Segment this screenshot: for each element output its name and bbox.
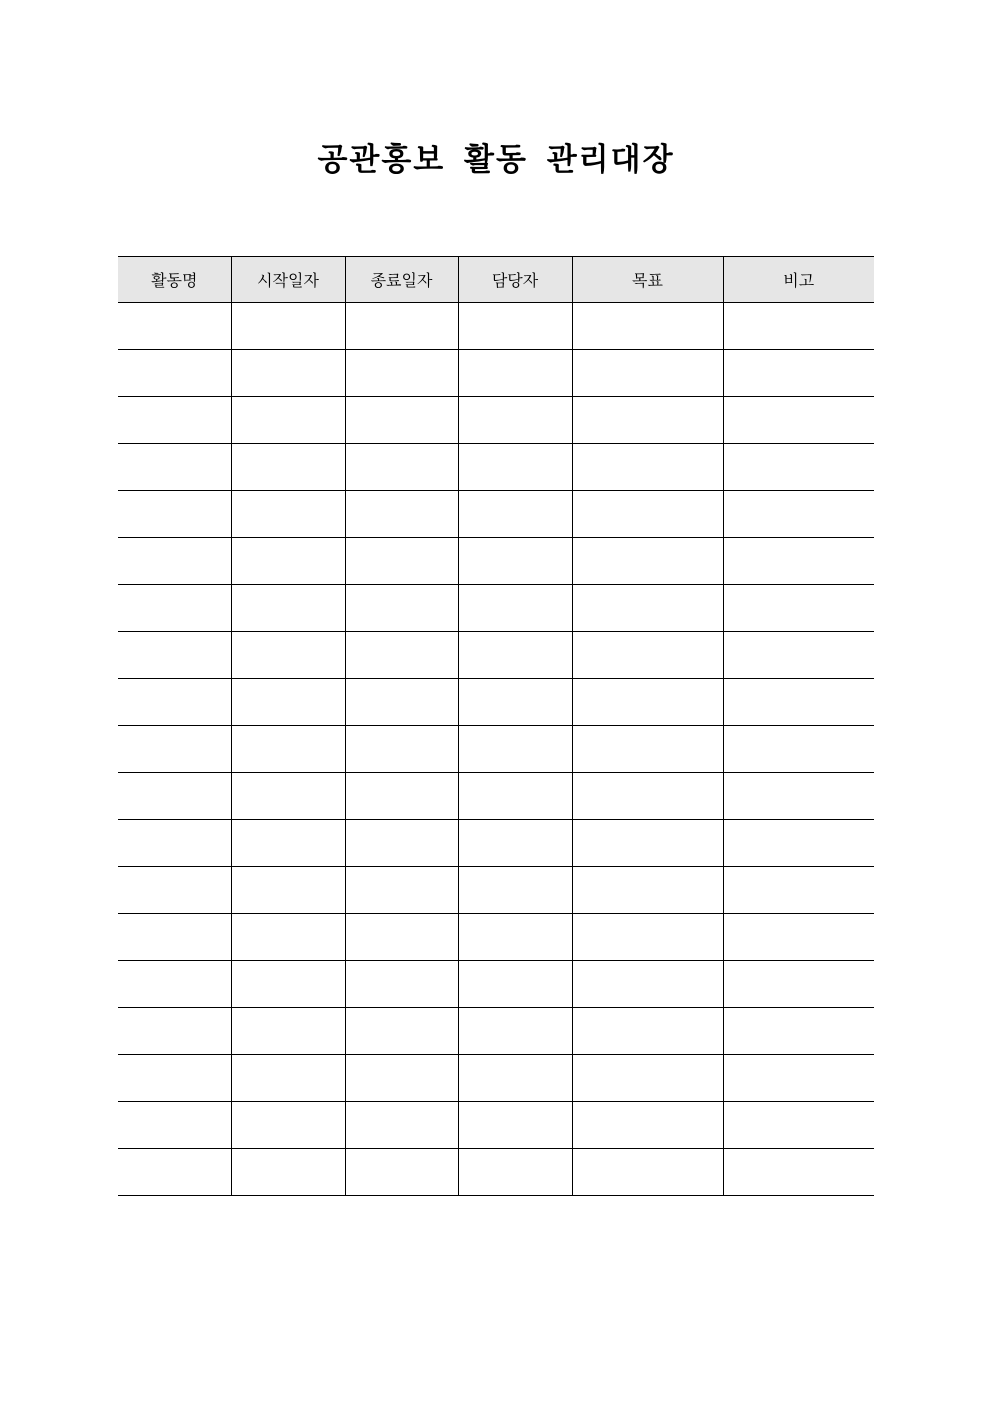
table-row (118, 1149, 874, 1196)
cell-goal[interactable] (572, 350, 723, 397)
cell-activity-name[interactable] (118, 350, 231, 397)
table-row (118, 820, 874, 867)
table-row (118, 679, 874, 726)
cell-goal[interactable] (572, 773, 723, 820)
cell-start-date[interactable] (231, 1102, 345, 1149)
cell-goal[interactable] (572, 1055, 723, 1102)
cell-end-date[interactable] (345, 1149, 458, 1196)
cell-end-date[interactable] (345, 632, 458, 679)
cell-goal[interactable] (572, 867, 723, 914)
cell-start-date[interactable] (231, 444, 345, 491)
cell-start-date[interactable] (231, 1008, 345, 1055)
cell-remarks[interactable] (723, 397, 874, 444)
cell-activity-name[interactable] (118, 538, 231, 585)
header-start-date: 시작일자 (231, 257, 345, 303)
cell-start-date[interactable] (231, 726, 345, 773)
cell-goal[interactable] (572, 914, 723, 961)
cell-goal[interactable] (572, 491, 723, 538)
cell-activity-name[interactable] (118, 1008, 231, 1055)
cell-remarks[interactable] (723, 1055, 874, 1102)
table-row (118, 350, 874, 397)
cell-remarks[interactable] (723, 914, 874, 961)
cell-person-in-charge[interactable] (458, 632, 572, 679)
cell-goal[interactable] (572, 444, 723, 491)
cell-end-date[interactable] (345, 350, 458, 397)
cell-remarks[interactable] (723, 350, 874, 397)
cell-remarks[interactable] (723, 491, 874, 538)
cell-remarks[interactable] (723, 585, 874, 632)
cell-activity-name[interactable] (118, 491, 231, 538)
table-row (118, 1055, 874, 1102)
cell-end-date[interactable] (345, 961, 458, 1008)
cell-activity-name[interactable] (118, 444, 231, 491)
cell-goal[interactable] (572, 632, 723, 679)
table-row (118, 632, 874, 679)
cell-person-in-charge[interactable] (458, 585, 572, 632)
cell-goal[interactable] (572, 820, 723, 867)
header-remarks: 비고 (723, 257, 874, 303)
cell-person-in-charge[interactable] (458, 538, 572, 585)
table-row (118, 491, 874, 538)
cell-end-date[interactable] (345, 491, 458, 538)
cell-activity-name[interactable] (118, 397, 231, 444)
cell-activity-name[interactable] (118, 632, 231, 679)
cell-start-date[interactable] (231, 773, 345, 820)
cell-start-date[interactable] (231, 820, 345, 867)
cell-person-in-charge[interactable] (458, 914, 572, 961)
cell-goal[interactable] (572, 303, 723, 350)
cell-start-date[interactable] (231, 1055, 345, 1102)
table-row (118, 726, 874, 773)
cell-activity-name[interactable] (118, 773, 231, 820)
cell-activity-name[interactable] (118, 303, 231, 350)
table-row (118, 914, 874, 961)
cell-activity-name[interactable] (118, 726, 231, 773)
page-title: 공관홍보 활동 관리대장 (317, 142, 675, 178)
cell-person-in-charge[interactable] (458, 820, 572, 867)
table-header-row (118, 257, 874, 303)
cell-remarks[interactable] (723, 1008, 874, 1055)
table-row (118, 773, 874, 820)
cell-start-date[interactable] (231, 867, 345, 914)
cell-activity-name[interactable] (118, 1055, 231, 1102)
table-row (118, 867, 874, 914)
cell-activity-name[interactable] (118, 961, 231, 1008)
cell-person-in-charge[interactable] (458, 1008, 572, 1055)
cell-goal[interactable] (572, 1149, 723, 1196)
cell-remarks[interactable] (723, 867, 874, 914)
header-goal: 목표 (572, 257, 723, 303)
table-row (118, 1102, 874, 1149)
cell-remarks[interactable] (723, 820, 874, 867)
cell-remarks[interactable] (723, 961, 874, 1008)
cell-end-date[interactable] (345, 867, 458, 914)
cell-activity-name[interactable] (118, 1149, 231, 1196)
table-row (118, 397, 874, 444)
table-body (118, 303, 874, 1196)
cell-activity-name[interactable] (118, 820, 231, 867)
cell-goal[interactable] (572, 1102, 723, 1149)
cell-start-date[interactable] (231, 632, 345, 679)
table-row (118, 585, 874, 632)
cell-person-in-charge[interactable] (458, 679, 572, 726)
cell-end-date[interactable] (345, 1102, 458, 1149)
cell-goal[interactable] (572, 397, 723, 444)
cell-remarks[interactable] (723, 1102, 874, 1149)
cell-person-in-charge[interactable] (458, 1102, 572, 1149)
header-end-date: 종료일자 (345, 257, 458, 303)
cell-remarks[interactable] (723, 1149, 874, 1196)
cell-end-date[interactable] (345, 1008, 458, 1055)
header-person-in-charge: 담당자 (458, 257, 572, 303)
cell-goal[interactable] (572, 726, 723, 773)
cell-start-date[interactable] (231, 350, 345, 397)
cell-start-date[interactable] (231, 303, 345, 350)
cell-goal[interactable] (572, 1008, 723, 1055)
cell-goal[interactable] (572, 679, 723, 726)
cell-person-in-charge[interactable] (458, 867, 572, 914)
table-row (118, 961, 874, 1008)
cell-activity-name[interactable] (118, 1102, 231, 1149)
cell-remarks[interactable] (723, 632, 874, 679)
cell-person-in-charge[interactable] (458, 961, 572, 1008)
cell-goal[interactable] (572, 585, 723, 632)
cell-start-date[interactable] (231, 961, 345, 1008)
cell-person-in-charge[interactable] (458, 773, 572, 820)
cell-person-in-charge[interactable] (458, 303, 572, 350)
header-activity-name: 활동명 (118, 257, 231, 303)
cell-remarks[interactable] (723, 773, 874, 820)
cell-end-date[interactable] (345, 820, 458, 867)
cell-end-date[interactable] (345, 726, 458, 773)
cell-end-date[interactable] (345, 1055, 458, 1102)
cell-goal[interactable] (572, 538, 723, 585)
cell-end-date[interactable] (345, 303, 458, 350)
cell-start-date[interactable] (231, 585, 345, 632)
cell-start-date[interactable] (231, 397, 345, 444)
cell-remarks[interactable] (723, 303, 874, 350)
cell-remarks[interactable] (723, 444, 874, 491)
cell-remarks[interactable] (723, 538, 874, 585)
table-row (118, 538, 874, 585)
cell-person-in-charge[interactable] (458, 1055, 572, 1102)
cell-activity-name[interactable] (118, 867, 231, 914)
cell-person-in-charge[interactable] (458, 444, 572, 491)
cell-person-in-charge[interactable] (458, 1149, 572, 1196)
cell-start-date[interactable] (231, 1149, 345, 1196)
cell-person-in-charge[interactable] (458, 726, 572, 773)
cell-end-date[interactable] (345, 585, 458, 632)
cell-activity-name[interactable] (118, 914, 231, 961)
cell-end-date[interactable] (345, 444, 458, 491)
cell-end-date[interactable] (345, 397, 458, 444)
cell-person-in-charge[interactable] (458, 350, 572, 397)
cell-person-in-charge[interactable] (458, 491, 572, 538)
cell-end-date[interactable] (345, 679, 458, 726)
cell-end-date[interactable] (345, 914, 458, 961)
cell-start-date[interactable] (231, 538, 345, 585)
cell-start-date[interactable] (231, 679, 345, 726)
cell-person-in-charge[interactable] (458, 397, 572, 444)
table-row (118, 1008, 874, 1055)
cell-remarks[interactable] (723, 726, 874, 773)
cell-activity-name[interactable] (118, 679, 231, 726)
cell-remarks[interactable] (723, 679, 874, 726)
cell-end-date[interactable] (345, 773, 458, 820)
cell-start-date[interactable] (231, 914, 345, 961)
activity-ledger-table (118, 256, 874, 1196)
cell-end-date[interactable] (345, 538, 458, 585)
cell-start-date[interactable] (231, 491, 345, 538)
table-row (118, 303, 874, 350)
table-row (118, 444, 874, 491)
cell-activity-name[interactable] (118, 585, 231, 632)
cell-goal[interactable] (572, 961, 723, 1008)
